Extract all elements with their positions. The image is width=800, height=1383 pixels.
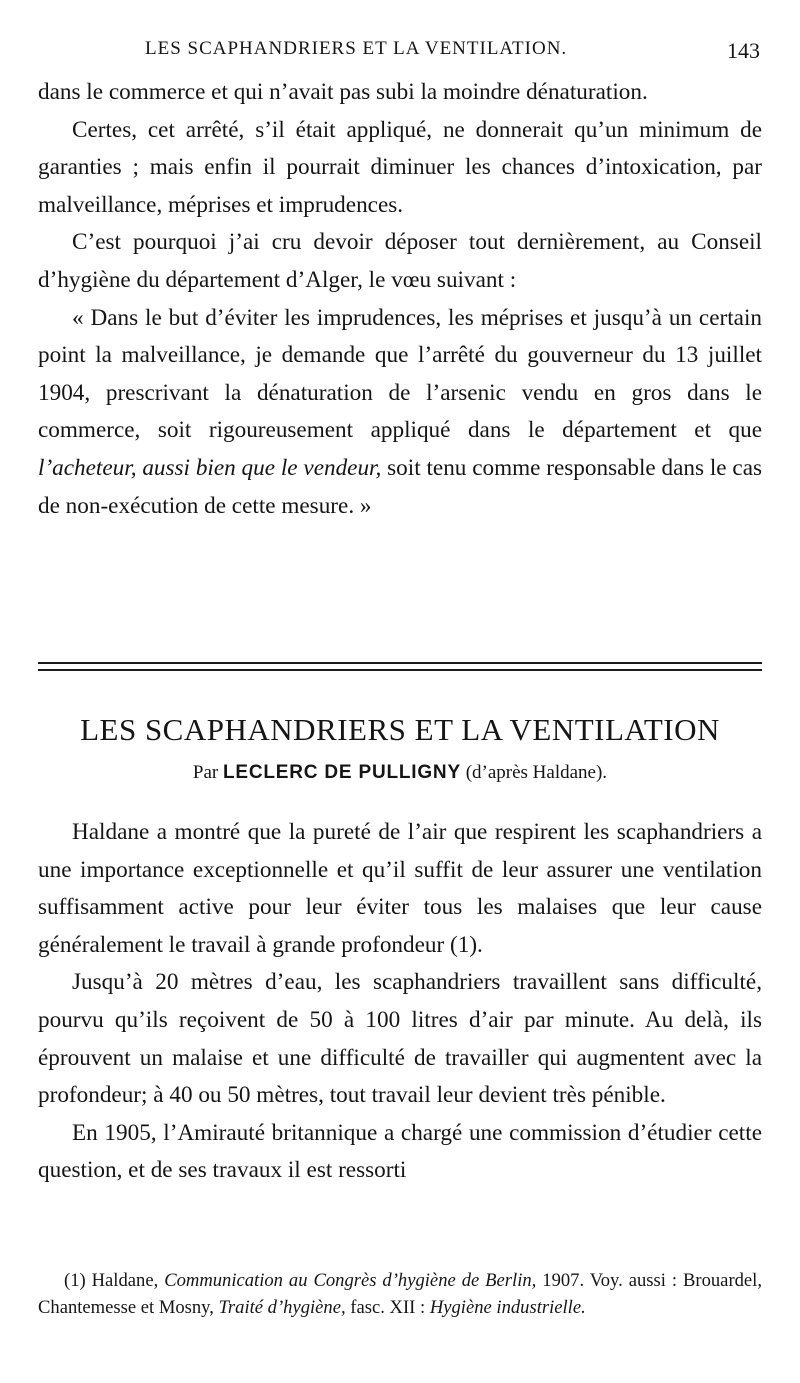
footnote xyxy=(38,1267,762,1321)
byline-prefix: Par xyxy=(192,762,219,783)
footnote-italic: Traité d’hygiène, xyxy=(218,1297,346,1318)
footnote-italic: Communication au Congrès d’hygiène de Berlin, xyxy=(164,1270,537,1291)
footnote-text xyxy=(38,1267,762,1321)
quote-text: « Dans le but d’éviter les imprudences, les méprises et jusqu’à un certain point la malveillance, je demande que l’arrêté du gouverneur du 13 juillet 1904, prescrivant la dénaturation de l’arsenic vendu en gros dans le commerce, soit rigoureusement appliqué dans le département et que xyxy=(38,304,762,444)
quoted-wish xyxy=(38,300,762,526)
paragraph: Certes, cet arrêté, s’il était appliqué, ne donnerait qu’un minimum de garanties ; mais enfin il pourrait diminuer les chances d’intoxication, par malveillance, méprises et imprudences. xyxy=(38,116,762,218)
paragraph: C’est pourquoi j’ai cru devoir déposer tout dernièrement, au Conseil d’hygiène du département d’Alger, le vœu suivant : xyxy=(38,229,762,293)
footnote-year: 1907. xyxy=(542,1270,585,1291)
paragraph: dans le commerce et qui n’avait pas subi la moindre dénaturation. xyxy=(38,79,648,105)
byline-source: (d’après Haldane). xyxy=(465,762,608,783)
previous-article-ending xyxy=(38,74,762,525)
byline xyxy=(38,762,762,784)
footnote-fasc: fasc. XII : xyxy=(350,1297,426,1318)
footnote-marker: (1) Haldane, xyxy=(64,1270,159,1291)
divider-line xyxy=(38,662,762,664)
quote-text: soit tenu comme responsable dans le cas de non-exécution de cette mesure. » xyxy=(38,454,763,519)
paragraph: Jusqu’à 20 mètres d’eau, les scaphandriers travaillent sans difficulté, pourvu qu’ils reçoivent de 50 à 100 litres d’air par minute. Au delà, ils éprouvent un malaise et une difficulté de travailler qui augmentent avec la profondeur; à 40 ou 50 mètres, tout travail leur devient très pénible. xyxy=(38,969,762,1109)
article-title: LES SCAPHANDRIERS ET LA VENTILATION xyxy=(80,712,720,747)
author-name: LECLERC DE PULLIGNY xyxy=(223,762,461,783)
footnote-ref: Voy. aussi : Brouardel, Chantemesse et Mosny, xyxy=(38,1270,762,1318)
footnote-italic: Hygiène industrielle. xyxy=(429,1297,586,1318)
paragraph: Haldane a montré que la pureté de l’air que respirent les scaphandriers a une importance exceptionnelle et qu’il suffit de leur assurer une ventilation suffisamment active pour leur éviter tous les malaises que leur cause généralement le travail à grande profondeur (1). xyxy=(38,819,762,958)
section-divider xyxy=(38,662,762,671)
divider-line xyxy=(38,669,762,671)
quote-italic: l’acheteur, aussi bien que le vendeur, xyxy=(38,454,382,481)
page-number: 143 xyxy=(727,38,760,63)
running-head-title: LES SCAPHANDRIERS ET LA VENTILATION. xyxy=(145,38,568,59)
paragraph: En 1905, l’Amirauté britannique a chargé une commission d’étudier cette question, et de ses travaux il est ressorti xyxy=(38,1119,762,1184)
article-body xyxy=(38,814,762,1190)
